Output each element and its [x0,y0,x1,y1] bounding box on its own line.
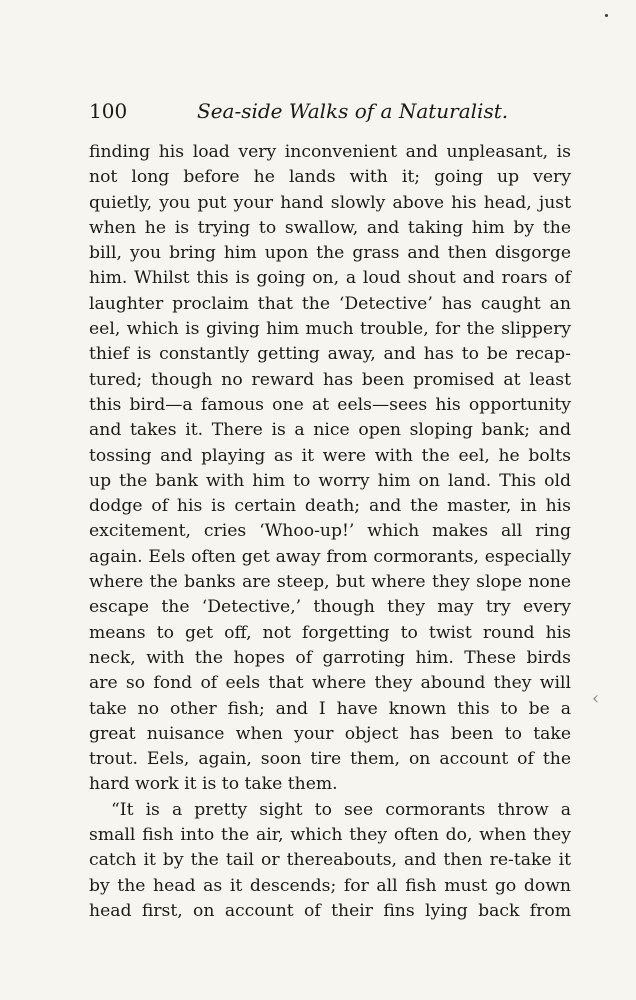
text-line: “It is a pretty sight to see cormorants throw a [111,799,571,820]
text-line: means to get off, not forgetting to twist round his [89,622,571,643]
text-line: are so fond of eels that where they abound they will [89,673,571,694]
text-line: not long before he lands with it; going up very [89,167,571,188]
text-line: tossing and playing as it were with the eel, he bolts [89,445,571,466]
text-line: by the head as it descends; for all fish must go down [89,875,571,896]
text-line: head first, on account of their fins lying back from [89,900,571,921]
text-line: where the banks are steep, but where they slope none [89,572,571,593]
text-line: hard work it is to take them. [89,774,338,795]
text-line: quietly, you put your hand slowly above his head, just [89,192,571,213]
text-line: up the bank with him to worry him on land. This old [89,470,571,491]
text-line: bill, you bring him upon the grass and then disgorge [89,243,571,264]
text-line: and takes it. There is a nice open sloping bank; and [89,420,571,441]
text-line: tured; though no reward has been promised at least [89,369,571,390]
text-line: when he is trying to swallow, and taking him by the [89,217,571,238]
text-line: laughter proclaim that the ‘Detective’ has caught an [89,293,571,314]
ink-speck [605,14,608,17]
text-line: take no other fish; and I have known this to be a [89,698,571,719]
text-line: thief is constantly getting away, and has to be recap- [89,344,571,365]
text-line: dodge of his is certain death; and the master, in his [89,496,571,517]
text-line: small fish into the air, which they often do, when they [89,825,571,846]
text-line: escape the ‘Detective,’ though they may try every [89,597,571,618]
text-line: him. Whilst this is going on, a loud shout and roars of [89,268,571,289]
text-line: neck, with the hopes of garroting him. These birds [89,647,571,668]
text-line: finding his load very inconvenient and unpleasant, is [89,142,571,162]
text-line: catch it by the tail or thereabouts, and then re-take it [89,850,571,871]
running-title: Sea-side Walks of a Naturalist. [197,99,509,123]
page-number: 100 [89,99,128,123]
text-line: trout. Eels, again, soon tire them, on account of the [89,749,571,770]
page-header [89,96,579,126]
text-line: eel, which is giving him much trouble, for the slippery [89,319,571,340]
text-line: excitement, cries ‘Whoo-up!’ which makes all ring [89,521,571,542]
text-line: great nuisance when your object has been to take [89,723,571,744]
margin-mark: ‹ [592,688,600,709]
text-line: again. Eels often get away from cormorants, especially [89,546,571,567]
text-line: this bird—a famous one at eels—sees his opportunity [89,394,571,415]
body-text [89,140,571,924]
